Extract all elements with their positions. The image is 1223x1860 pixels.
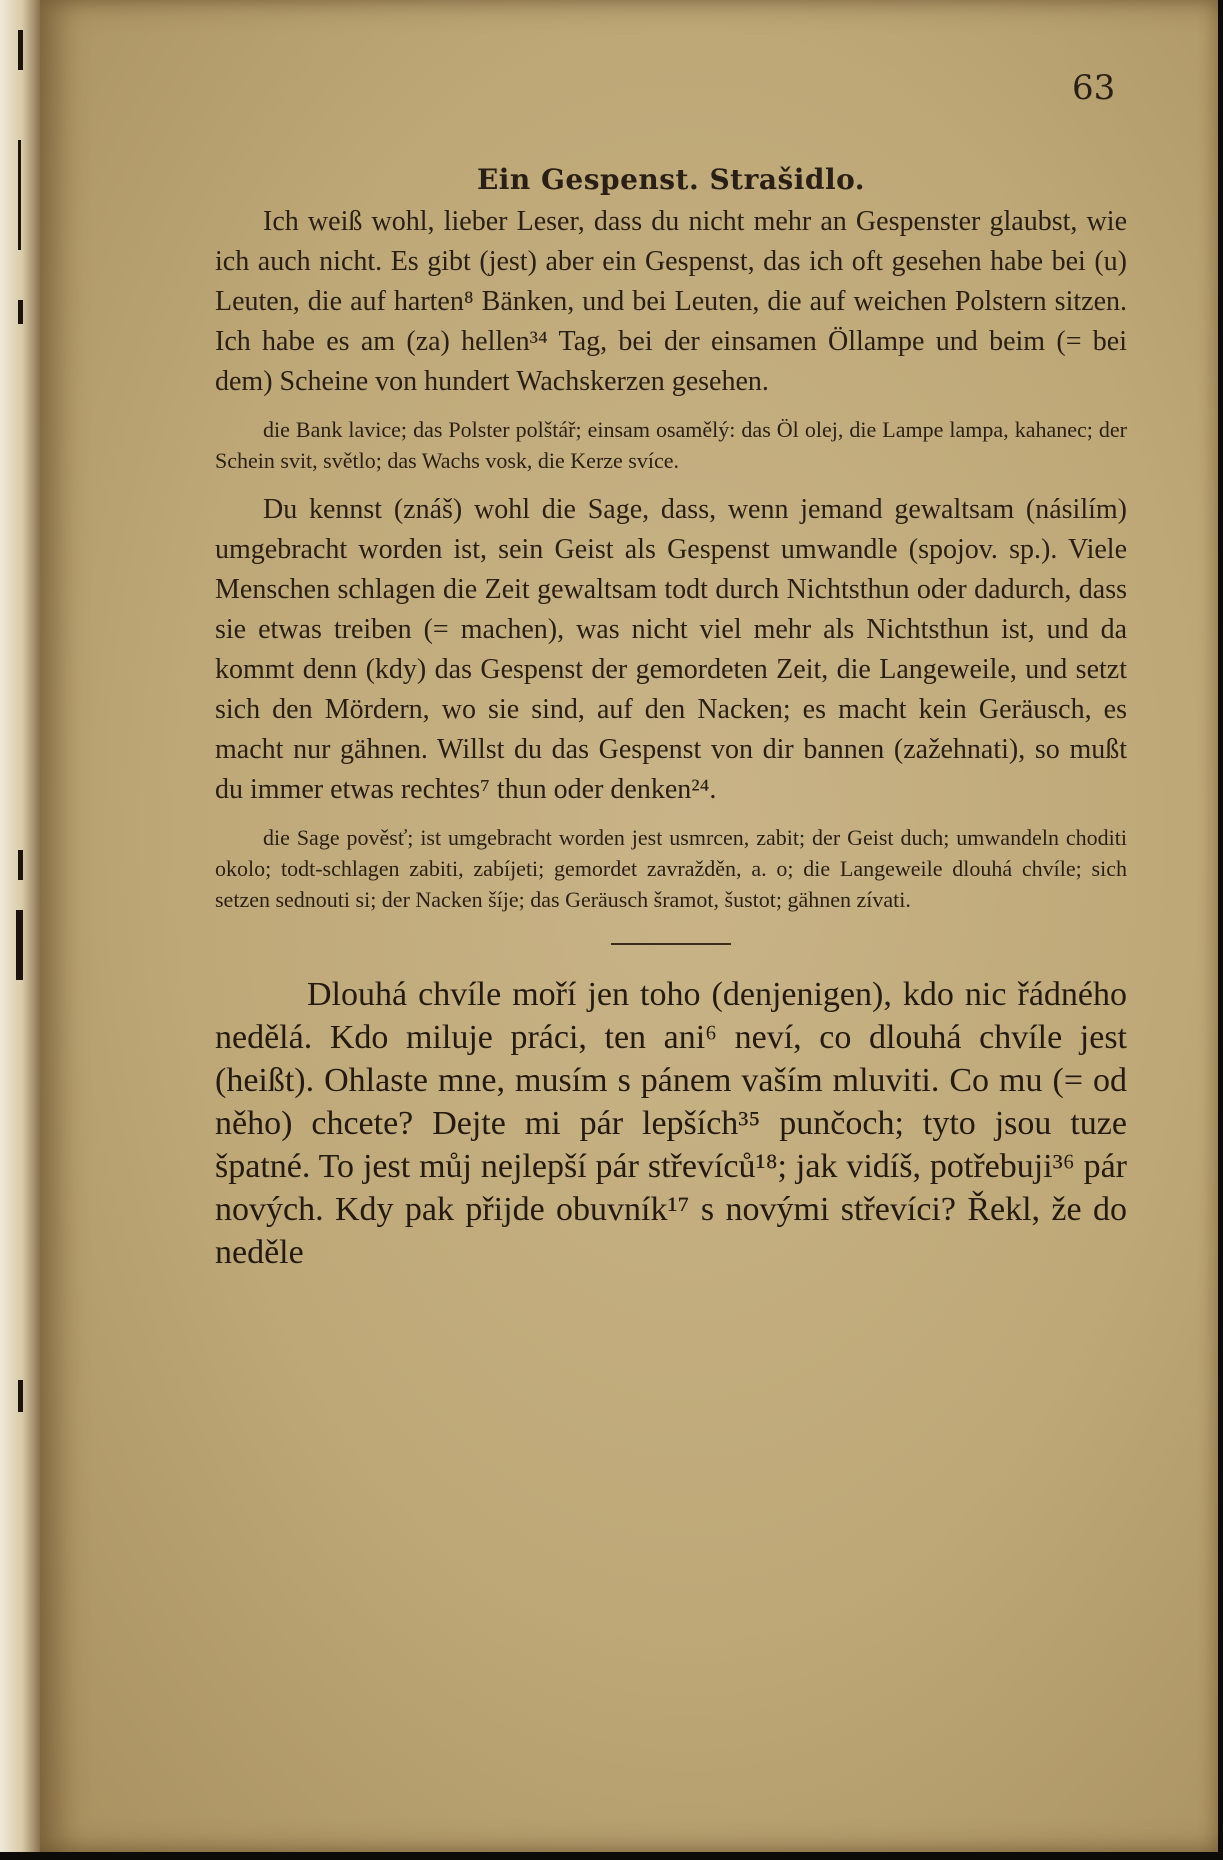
binding-mark — [18, 140, 21, 250]
vocabulary-note-1: die Bank lavice; das Polster polštář; einsam osamělý: das Öl olej, die Lampe lampa, kahanec; der Schein svit, světlo; das Wachs vosk, die Kerze svíce. — [215, 417, 1127, 473]
binding-mark — [16, 910, 23, 980]
binding-mark — [18, 850, 23, 880]
binding-mark — [18, 30, 23, 70]
section-divider — [611, 943, 731, 945]
paragraph-gespenst: Ich weiß wohl, lieber Leser, dass du nicht mehr an Gespenster glaubst, wie ich auch nicht. Es gibt (jest) aber ein Gespenst, das ich oft gesehen habe bei (u) Leuten, die auf harten⁸ Bänken, und bei Leuten, die auf weichen Polstern sitzen. Ich habe es am (za) hellen³⁴ Tag, bei der einsamen Öllampe und beim (= bei dem) Scheine von hundert Wachskerzen gesehen. — [215, 206, 1127, 397]
page-bottom-edge — [0, 1852, 1223, 1860]
vocabulary-note-2: die Sage pověsť; ist umgebracht worden jest usmrcen, zabit; der Geist duch; umwandeln choditi okolo; todt-schlagen zabiti, zabíjeti; gemordet zavražděn, a. o; die Langeweile dlouhá chvíle; sich setzen sednouti si; der Nacken šíje; das Geräusch šramot, šustot; gähnen zívati. — [215, 825, 1127, 912]
book-page — [40, 0, 1218, 1852]
binding-mark — [18, 1380, 23, 1412]
page-number: 63 — [1072, 68, 1116, 108]
book-binding — [0, 0, 40, 1860]
page-content — [215, 160, 1127, 1274]
paragraph-sage: Du kennst (znáš) wohl die Sage, dass, wenn jemand gewaltsam (násilím) umgebracht worden ist, sein Geist als Gespenst umwandle (spojov. sp.). Viele Menschen schlagen die Zeit gewaltsam todt durch Nichtsthun oder dadurch, dass sie etwas treiben (= machen), was nicht viel mehr als Nichtsthun ist, und da kommt denn (kdy) das Gespenst der gemordeten Zeit, die Langeweile, und setzt sich den Mördern, wo sie sind, auf den Nacken; es macht kein Geräusch, es macht nur gähnen. Willst du das Gespenst von dir bannen (zažehnati), so mußt du immer etwas rechtes⁷ thun oder denken²⁴. — [215, 494, 1127, 805]
paragraph-czech-exercise: Dlouhá chvíle moří jen toho (denjenigen), kdo nic řádného nedělá. Kdo miluje práci, ten ani⁶ neví, co dlouhá chvíle jest (heißt). Ohlaste mne, musím s pánem vaším mluviti. Co mu (= od něho) chcete? Dejte mi pár lepších³⁵ punčoch; tyto jsou tuze špatné. To jest můj nejlepší pár střevíců¹⁸; jak vidíš, potřebuji³⁶ pár nových. Kdy pak přijde obuvník¹⁷ s novými střevíci? Řekl, že do neděle — [215, 976, 1127, 1271]
binding-mark — [18, 300, 23, 324]
section-title: Ein Gespenst. Strašidlo. — [476, 163, 866, 196]
